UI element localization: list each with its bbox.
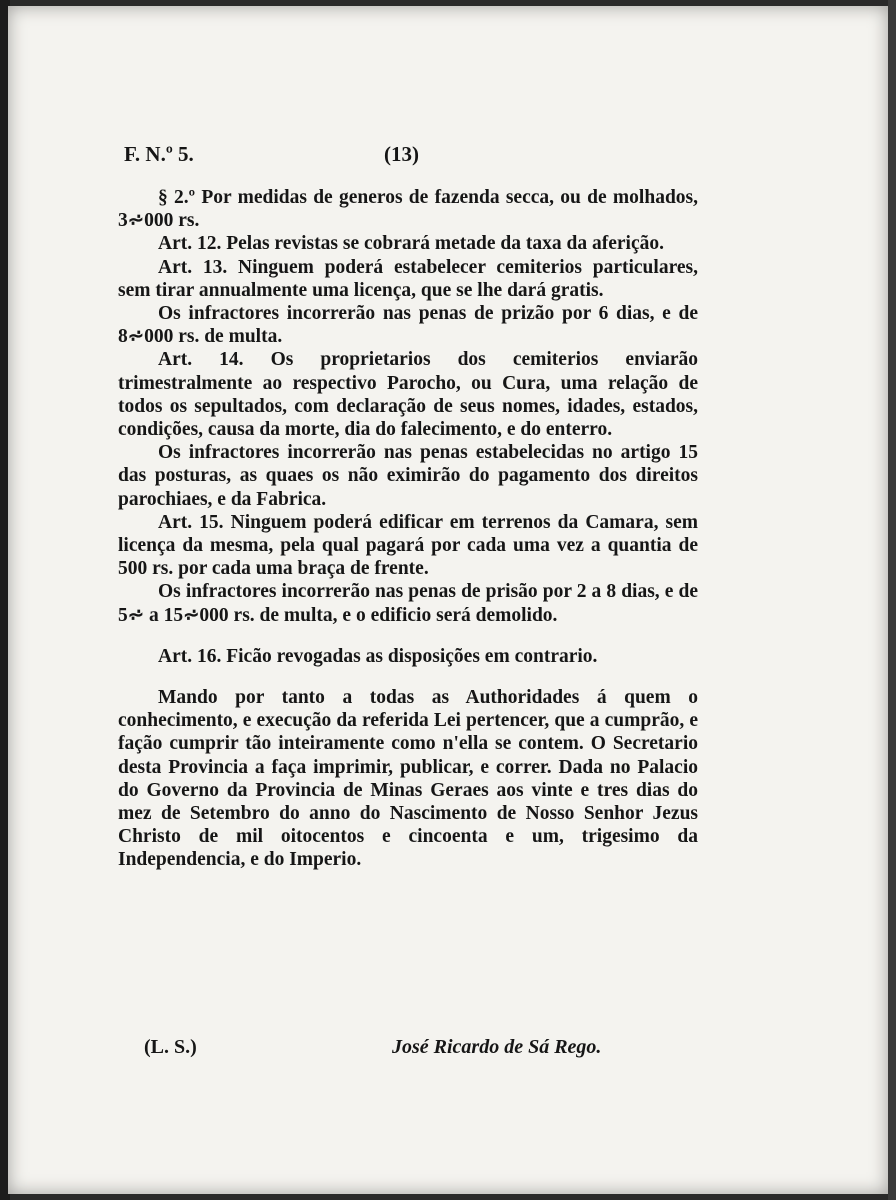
- page-number: (13): [384, 142, 419, 166]
- paragraph-art-15: Art. 15. Ninguem poderá edificar em terrenos da Camara, sem licença da mesma, pela qual pagará por cada uma vez a quantia de 500 rs. por cada uma braça de frente.: [118, 511, 698, 580]
- paragraph-art-15-penalty: Os infractores incorrerão nas penas de prisão por 2 a 8 dias, e de 5⩫ a 15⩫000 rs. de multa, e o edificio será demolido.: [118, 581, 698, 626]
- form-number: F. N.º 5.: [124, 142, 194, 166]
- paragraph-art-13-penalty: Os infractores incorrerão nas penas de prizão por 6 dias, e de 8⩫000 rs. de multa.: [118, 303, 698, 348]
- paragraph-section-2: § 2.º Por medidas de generos de fazenda secca, ou de molhados, 3⩫000 rs.: [118, 187, 698, 232]
- spacer: [118, 627, 698, 645]
- paragraph-closing: Mando por tanto a todas as Authoridades á quem o conhecimento, e execução da referida Lei pertencer, que a cumprão, e fação cumprir tão inteiramente como n'ella se contem. O Secretario desta Provincia a faça imprimir, publicar, e correr. Dada no Palacio do Governo da Provincia de Minas Geraes aos vinte e tres dias do mez de Setembro do anno do Nascimento de Nosso Senhor Jezus Christo de mil oitocentos e cincoenta e um, trigesimo da Independencia, e do Imperio.: [118, 687, 698, 871]
- paragraph-art-13: Art. 13. Ninguem poderá estabelecer cemiterios particulares, sem tirar annualmente uma licença, que se lhe dará gratis.: [118, 256, 698, 301]
- paragraph-art-12: Art. 12. Pelas revistas se cobrará metade da taxa da aferição.: [158, 233, 664, 255]
- paragraph-art-14: Art. 14. Os proprietarios dos cemiterios enviarão trimestralmente ao respectivo Parocho, ou Cura, uma relação de todos os sepultados, com declaração de seus nomes, idades, estados, condições, causa da morte, dia do falecimento, e do enterro.: [118, 349, 698, 441]
- paragraph-art-14-penalty: Os infractores incorrerão nas penas estabelecidas no artigo 15 das posturas, as quaes os não eximirão do pagamento dos direitos parochiaes, e da Fabrica.: [118, 442, 698, 510]
- signer-name: José Ricardo de Sá Rego.: [392, 1036, 602, 1058]
- spacer: [118, 668, 698, 686]
- paragraph-art-16: Art. 16. Ficão revogadas as disposições em contrario.: [158, 645, 598, 667]
- scan-right-edge: [888, 0, 896, 1200]
- document-body: [118, 186, 698, 872]
- page-header: [124, 142, 694, 172]
- seal-mark: (L. S.): [144, 1036, 197, 1058]
